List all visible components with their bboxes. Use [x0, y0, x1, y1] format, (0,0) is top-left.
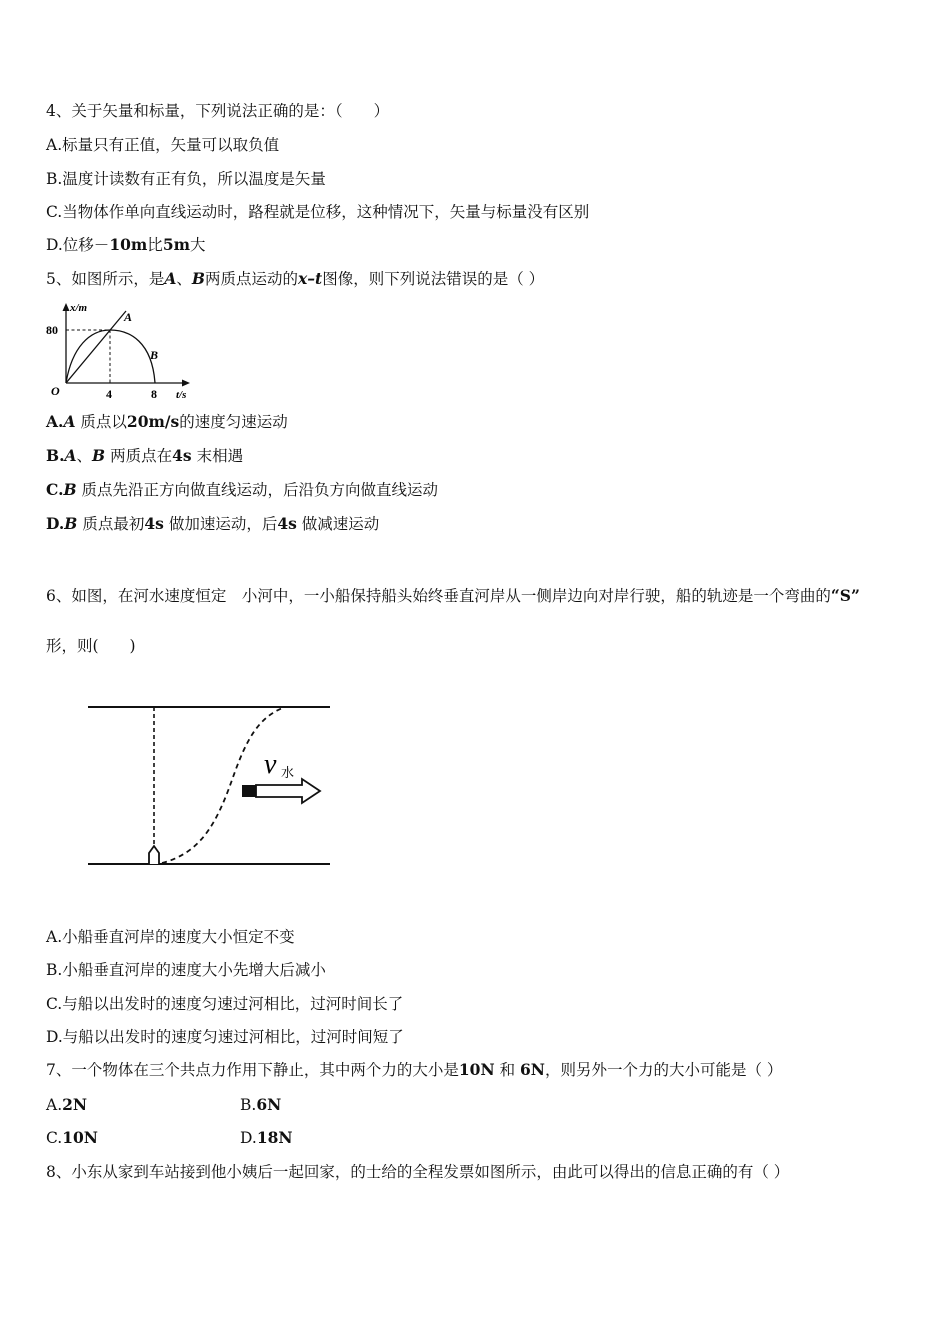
- arrow-tail: [242, 785, 256, 797]
- x-axis-label: t/s: [176, 389, 187, 401]
- boat-icon: [149, 846, 159, 864]
- q4-option-c: C.当物体作单向直线运动时，路程就是位移，这种情况下，矢量与标量没有区别: [46, 203, 590, 221]
- x-tick-8: 8: [151, 387, 157, 401]
- q4-stem: 4、关于矢量和标量，下列说法正确的是：（ ）: [46, 102, 390, 120]
- xt-graph: [42, 297, 202, 405]
- velocity-subscript: 水: [281, 765, 295, 780]
- y-tick-80: 80: [46, 323, 58, 337]
- q4-option-a: A.标量只有正值，矢量可以取负值: [46, 136, 280, 154]
- velocity-symbol: v: [264, 749, 277, 780]
- curve-a-label: A: [124, 310, 133, 324]
- q5-stem: 5、如图所示，是A、B两质点运动的x–t图像，则下列说法错误的是（ ）: [46, 269, 545, 288]
- q4-option-b: B.温度计读数有正有负，所以温度是矢量: [46, 170, 326, 188]
- q5-option-b: B.A、B 两质点在4s 末相遇: [46, 446, 244, 465]
- q6-option-a: A.小船垂直河岸的速度大小恒定不变: [46, 928, 295, 946]
- q6-stem-line1: 6、如图，在河水速度恒定 小河中，一小船保持船头始终垂直河岸从一侧岸边向对岸行驶，船的轨迹是一个弯曲的“S”: [46, 586, 860, 605]
- curve-b-label: B: [150, 348, 159, 362]
- q7-stem: 7、一个物体在三个共点力作用下静止，其中两个力的大小是10N 和 6N，则另外一个力的大小可能是（ ）: [46, 1060, 783, 1079]
- q8-stem: 8、小东从家到车站接到他小姨后一起回家，的士给的全程发票如图所示，由此可以得出的信息正确的有（ ）: [46, 1163, 790, 1181]
- y-axis-label: x/m: [70, 302, 88, 314]
- q6-stem-line2: 形，则( ): [46, 637, 136, 655]
- q5-option-c: C.B 质点先沿正方向做直线运动，后沿负方向做直线运动: [46, 480, 439, 499]
- x-tick-4: 4: [106, 387, 112, 401]
- x-axis-arrow: [182, 380, 190, 387]
- q5-option-d: D.B 质点最初4s 做加速运动，后4s 做减速运动: [46, 514, 380, 533]
- line-a: [66, 311, 126, 383]
- q4-option-d: D.位移－10m比5m大: [46, 235, 206, 254]
- q6-option-b: B.小船垂直河岸的速度大小先增大后减小: [46, 961, 326, 979]
- q6-option-d: D.与船以出发时的速度匀速过河相比，过河时间短了: [46, 1028, 404, 1046]
- origin-label: O: [51, 384, 60, 398]
- q7-option-a: A.2N: [46, 1095, 88, 1114]
- water-velocity-arrow: [256, 779, 320, 803]
- q7-option-d: D.18N: [240, 1128, 293, 1147]
- q7-option-c: C.10N: [46, 1128, 98, 1147]
- q6-option-c: C.与船以出发时的速度匀速过河相比，过河时间长了: [46, 995, 404, 1013]
- q7-option-b: B.6N: [240, 1095, 282, 1114]
- river-figure: [80, 695, 340, 875]
- y-axis-arrow: [63, 303, 70, 311]
- q5-option-a: A.A 质点以20m/s的速度匀速运动: [46, 412, 288, 431]
